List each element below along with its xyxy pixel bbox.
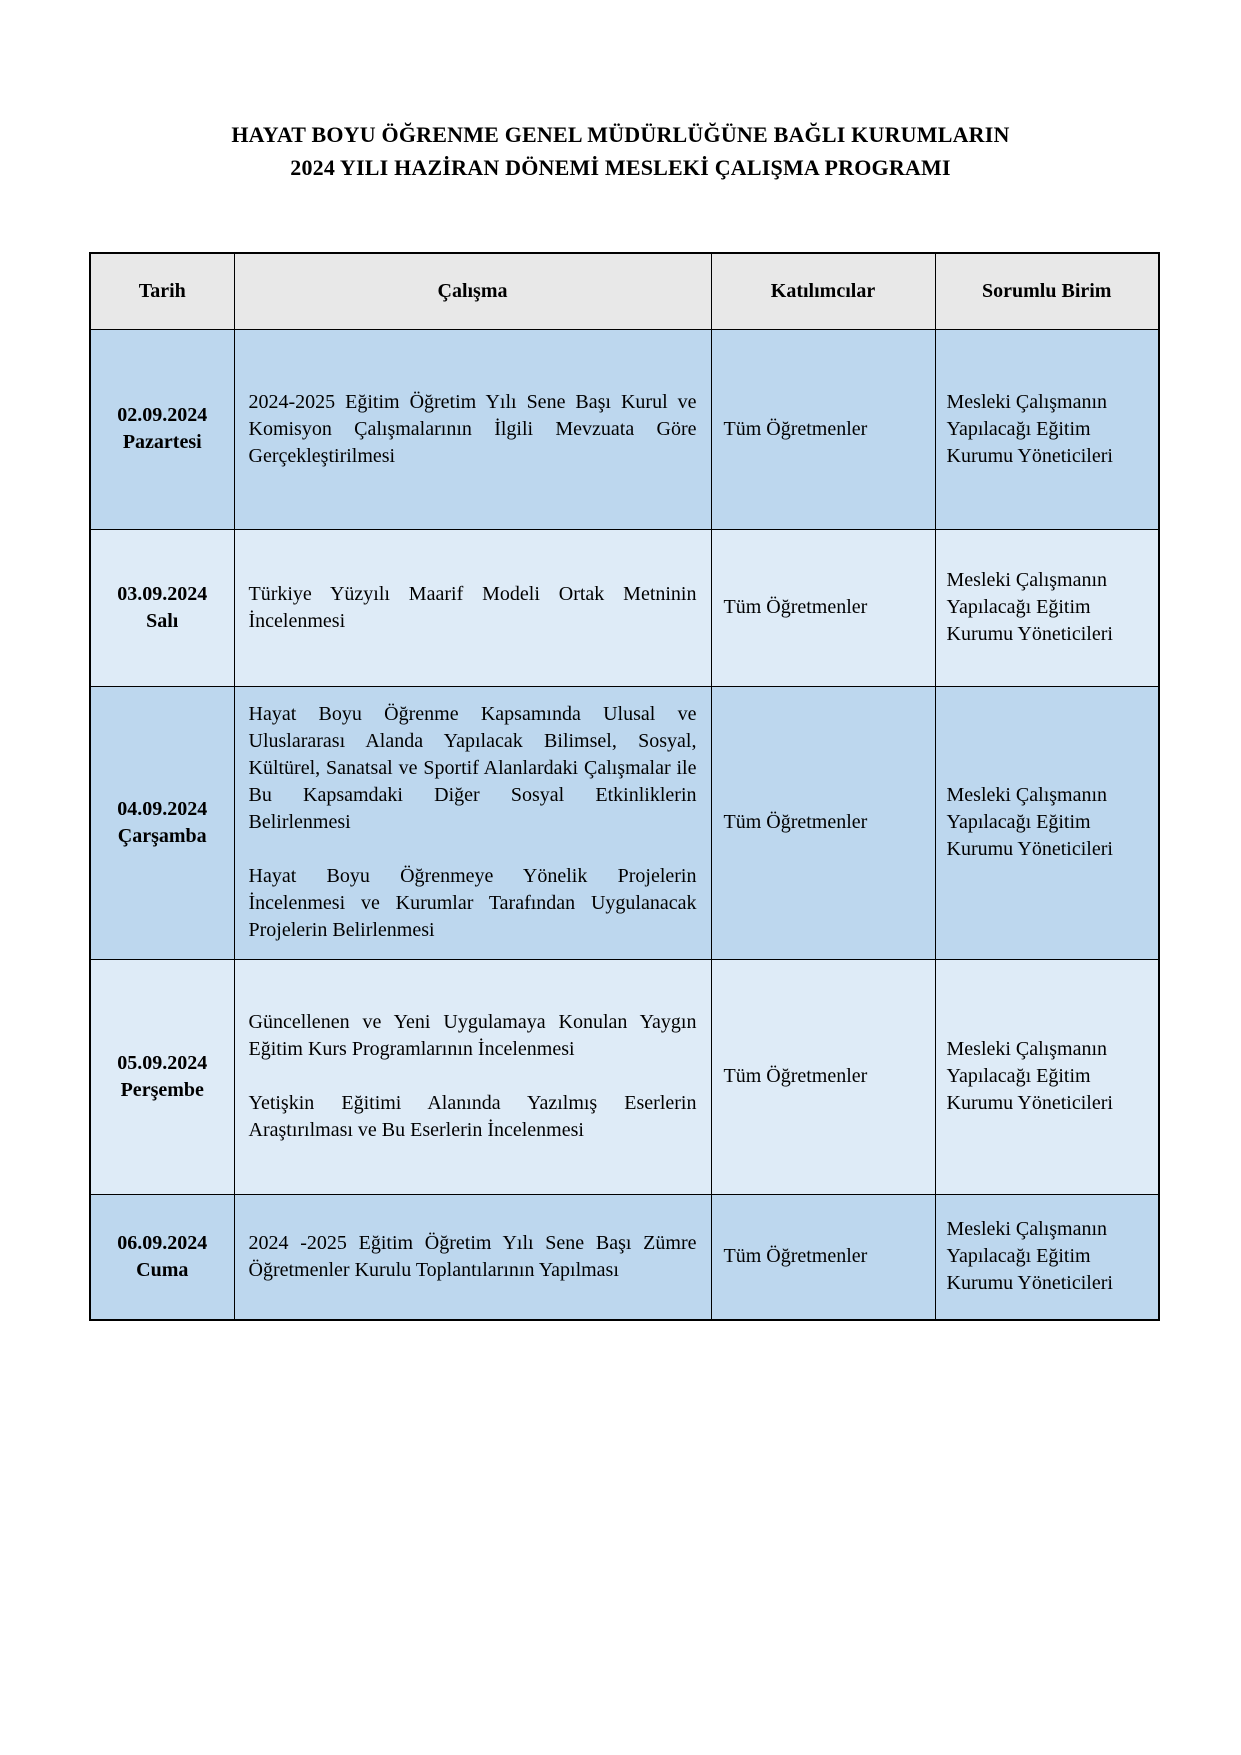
date-value: 04.09.2024	[117, 797, 208, 820]
table-row	[90, 959, 1159, 1194]
work-cell	[234, 529, 711, 686]
participants-cell: Tüm Öğretmenler	[711, 1194, 935, 1320]
date-cell	[90, 686, 234, 959]
work-paragraph: 2024-2025 Eğitim Öğretim Yılı Sene Başı Kurul ve Komisyon Çalışmalarının İlgili Mevzuata Göre Gerçekleştirilmesi	[248, 390, 697, 467]
work-cell	[234, 329, 711, 529]
responsible-cell: Mesleki Çalışmanın Yapılacağı Eğitim Kurumu Yöneticileri	[935, 959, 1159, 1194]
table-row	[90, 329, 1159, 529]
column-header-date: Tarih	[90, 253, 234, 329]
date-value: 03.09.2024	[117, 582, 208, 605]
day-name: Salı	[146, 609, 179, 632]
participants-cell: Tüm Öğretmenler	[711, 686, 935, 959]
participants-cell: Tüm Öğretmenler	[711, 329, 935, 529]
work-paragraph: Yetişkin Eğitimi Alanında Yazılmış Eserlerin Araştırılması ve Bu Eserlerin İncelenmesi	[248, 1092, 697, 1141]
date-cell	[90, 529, 234, 686]
day-name: Cuma	[136, 1258, 189, 1281]
table-header-row	[90, 253, 1159, 329]
work-cell	[234, 686, 711, 959]
date-value: 05.09.2024	[117, 1051, 208, 1074]
date-value: 06.09.2024	[117, 1231, 208, 1254]
responsible-cell: Mesleki Çalışmanın Yapılacağı Eğitim Kurumu Yöneticileri	[935, 329, 1159, 529]
work-cell	[234, 959, 711, 1194]
document-title	[0, 0, 1241, 184]
work-paragraph: Hayat Boyu Öğrenme Kapsamında Ulusal ve Uluslararası Alanda Yapılacak Bilimsel, Sosyal, Kültürel, Sanatsal ve Sportif Alanlardaki Çalışmalar ile Bu Kapsamdaki Diğer Sosyal Etkinliklerin Belirlenmesi	[248, 703, 697, 833]
document-title-line2: 2024 YILI HAZİRAN DÖNEMİ MESLEKİ ÇALIŞMA PROGRAMI	[290, 155, 951, 180]
day-name: Çarşamba	[117, 824, 207, 847]
table-row	[90, 529, 1159, 686]
work-paragraph: Hayat Boyu Öğrenmeye Yönelik Projelerin İncelenmesi ve Kurumlar Tarafından Uygulanacak Projelerin Belirlenmesi	[248, 865, 697, 941]
column-header-responsible: Sorumlu Birim	[935, 253, 1159, 329]
table-row	[90, 1194, 1159, 1320]
work-paragraph: Güncellenen ve Yeni Uygulamaya Konulan Yaygın Eğitim Kurs Programlarının İncelenmesi	[248, 1011, 697, 1060]
schedule-table	[89, 252, 1160, 1321]
column-header-participants: Katılımcılar	[711, 253, 935, 329]
participants-cell: Tüm Öğretmenler	[711, 959, 935, 1194]
column-header-work: Çalışma	[234, 253, 711, 329]
date-value: 02.09.2024	[117, 404, 208, 426]
work-paragraph: Türkiye Yüzyılı Maarif Modeli Ortak Metninin İncelenmesi	[248, 582, 697, 632]
day-name: Pazartesi	[122, 431, 202, 453]
responsible-cell: Mesleki Çalışmanın Yapılacağı Eğitim Kurumu Yöneticileri	[935, 1194, 1159, 1320]
work-cell	[234, 1194, 711, 1320]
date-cell	[90, 1194, 234, 1320]
participants-cell: Tüm Öğretmenler	[711, 529, 935, 686]
responsible-cell: Mesleki Çalışmanın Yapılacağı Eğitim Kurumu Yöneticileri	[935, 686, 1159, 959]
date-cell	[90, 329, 234, 529]
responsible-cell: Mesleki Çalışmanın Yapılacağı Eğitim Kurumu Yöneticileri	[935, 529, 1159, 686]
work-paragraph: 2024 -2025 Eğitim Öğretim Yılı Sene Başı Zümre Öğretmenler Kurulu Toplantılarının Yapılması	[248, 1231, 697, 1281]
date-cell	[90, 959, 234, 1194]
table-row	[90, 686, 1159, 959]
day-name: Perşembe	[120, 1078, 204, 1101]
document-title-line1: HAYAT BOYU ÖĞRENME GENEL MÜDÜRLÜĞÜNE BAĞLI KURUMLARIN	[231, 122, 1010, 147]
